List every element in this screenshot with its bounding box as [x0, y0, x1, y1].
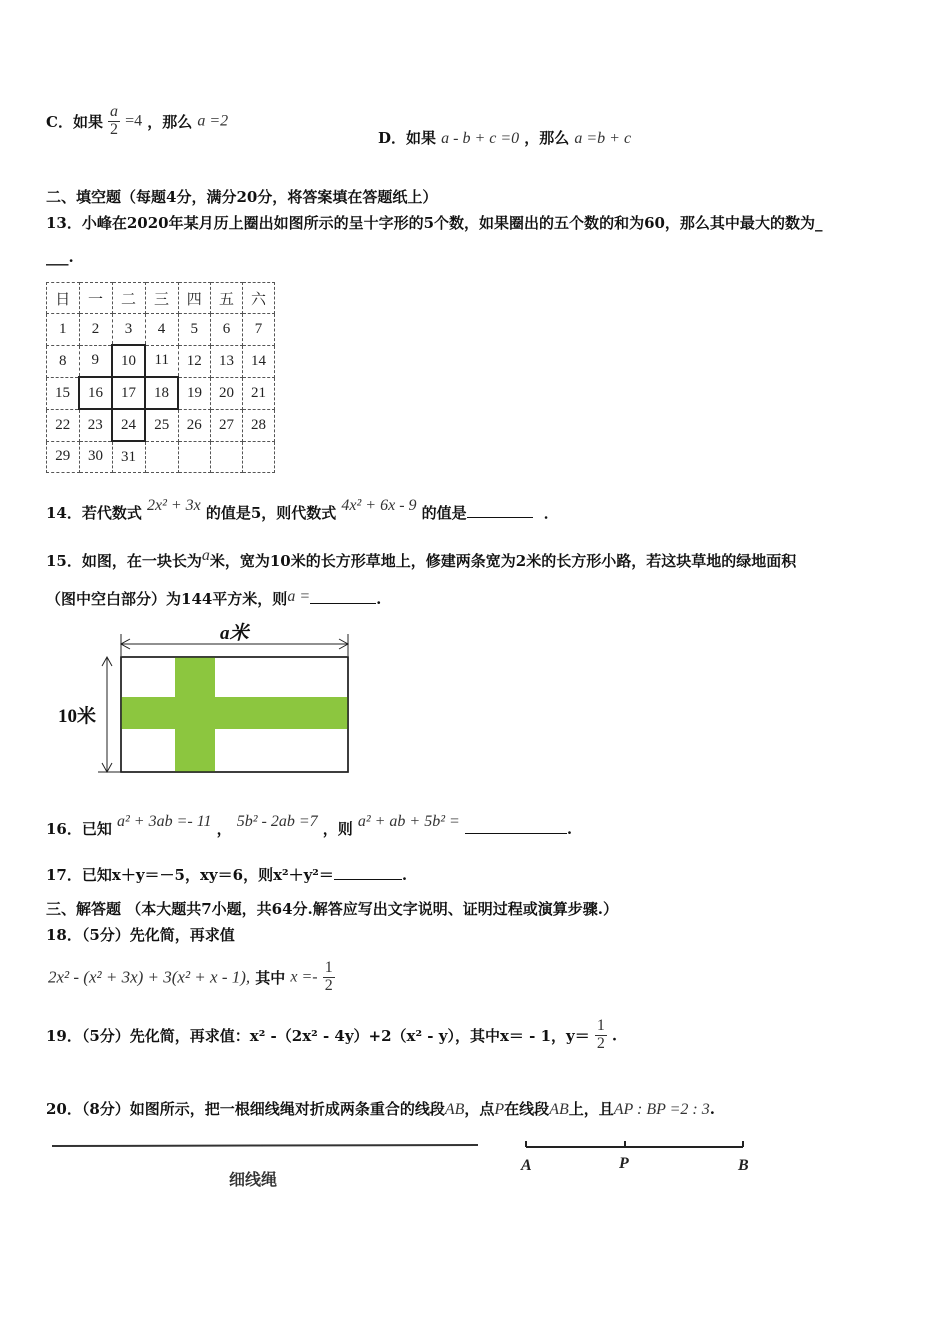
calendar-cell: 15 [47, 377, 80, 409]
calendar-row [47, 345, 275, 377]
point-a-label: A [521, 1157, 532, 1174]
calendar-header-cell: 三 [145, 283, 178, 314]
q15-end: . [376, 590, 382, 608]
calendar-cell-circled: 10 [112, 345, 145, 377]
calendar-cell: 4 [145, 314, 178, 346]
calendar-cell: 9 [79, 345, 112, 377]
q16-answer-blank [465, 819, 567, 834]
calendar-cell: 20 [211, 377, 243, 409]
q18-frac-num: 1 [324, 959, 333, 976]
figure15-side-label: 10米 [58, 706, 97, 727]
q20-p: P [494, 1101, 505, 1118]
q16-comma: ， [216, 820, 232, 838]
q15-line2-pre: （图中空白部分）为144平方米，则 [46, 590, 288, 608]
calendar-cell: 6 [211, 314, 243, 346]
q14-expr1: 2x² + 3x [146, 497, 201, 514]
q18-expression [48, 960, 335, 995]
q17-end: . [401, 866, 408, 884]
q14-post: 的值是 [421, 504, 467, 522]
option-d-label: D．如果 [378, 129, 437, 147]
option-c-result: a =2 [197, 112, 229, 130]
q20-mid1: ，点 [464, 1100, 495, 1118]
rope-label: 细线绳 [229, 1170, 278, 1189]
q14-pre: 14．若代数式 [46, 504, 142, 522]
calendar-row [47, 314, 275, 346]
q20-mid2: 在线段 [504, 1100, 550, 1118]
calendar-cell: 27 [211, 409, 243, 441]
q16-end: . [566, 820, 573, 838]
q19-fraction [595, 1018, 607, 1053]
q19-frac-den: 2 [596, 1034, 605, 1052]
calendar-cell: 28 [243, 409, 275, 441]
calendar-cell: 22 [47, 409, 80, 441]
calendar-cell: 5 [178, 314, 211, 346]
option-d-result: a =b + c [574, 130, 632, 147]
q15-answer-blank [310, 589, 376, 604]
q17 [46, 864, 407, 885]
q16-expr1: a² + 3ab =- 11 [116, 813, 212, 830]
point-b-label: B [738, 1157, 749, 1174]
q19-end: . [611, 1026, 618, 1045]
q15-line2 [46, 588, 381, 609]
option-c-frac-den: 2 [110, 120, 119, 138]
q13-text: 13．小峰在2020年某月历上圈出如图所示的呈十字形的5个数，如果圈出的五个数的和为60，那么其中最大的数为_ [46, 214, 823, 232]
q20-ab-1: AB [444, 1101, 465, 1118]
option-c-sep: ，那么 [147, 112, 193, 131]
option-c-eq: =4 [125, 112, 143, 130]
q13-cont: ___. [46, 248, 74, 266]
calendar-cell: 13 [211, 345, 243, 377]
q19-text: 19．（5分）先化简，再求值：x² -（2x² - 4y）+2（x² - y），其中x＝ - 1，y＝ [46, 1026, 590, 1045]
calendar-cell: 12 [178, 345, 211, 377]
q14 [46, 497, 559, 523]
calendar-cell: 29 [47, 441, 80, 473]
q20-pre: 20．（8分）如图所示，把一根细线绳对折成两条重合的线段 [46, 1100, 445, 1118]
q16-pre: 16．已知 [46, 820, 112, 838]
calendar-cell: 23 [79, 409, 112, 441]
calendar-cell-circled: 24 [112, 409, 145, 441]
option-c-fraction [108, 104, 120, 139]
calendar-cell [243, 441, 275, 473]
q17-text: 17．已知x＋y＝－5，xy＝6，则x²＋y²＝ [46, 866, 334, 884]
q16-then: ，则 [322, 820, 353, 838]
calendar-cell: 8 [47, 345, 80, 377]
calendar-table [46, 282, 275, 473]
calendar-cell: 30 [79, 441, 112, 473]
figure15-top-label: a米 [220, 623, 249, 644]
q15-line1-pre: 15．如图，在一块长为 [46, 552, 202, 570]
q15-var-a: a [201, 547, 210, 564]
calendar-cell: 26 [178, 409, 211, 441]
q20 [46, 1098, 715, 1119]
calendar-header-cell: 六 [243, 283, 275, 314]
option-d [378, 127, 631, 148]
calendar-cell: 2 [79, 314, 112, 346]
calendar-cell [178, 441, 211, 473]
option-c [46, 104, 228, 139]
option-d-expr: a - b + c =0 [441, 130, 520, 147]
calendar-header-cell: 一 [79, 283, 112, 314]
q14-end: ． [543, 504, 559, 522]
q14-expr2: 4x² + 6x - 9 [341, 497, 417, 514]
q18-fraction [323, 960, 335, 995]
calendar-header-cell: 四 [178, 283, 211, 314]
calendar-cell-circled: 16 [79, 377, 112, 409]
q18-expr: 2x² - (x² + 3x) + 3(x² + x - 1), [48, 967, 251, 987]
calendar-cell [211, 441, 243, 473]
rope-line [52, 1145, 478, 1146]
q20-figure [46, 1132, 806, 1192]
q15-line1-post: 米，宽为10米的长方形草地上，修建两条宽为2米的长方形小路，若这块草地的绿地面积 [209, 552, 797, 570]
section3-heading: 三、解答题 （本大题共7小题，共64分.解答应写出文字说明、证明过程或演算步骤.） [46, 900, 618, 918]
q16 [46, 813, 573, 839]
q19 [46, 1018, 617, 1053]
calendar-cell: 14 [243, 345, 275, 377]
calendar-row [47, 377, 275, 409]
calendar-cell: 11 [145, 345, 178, 377]
q19-frac-num: 1 [596, 1017, 605, 1034]
option-c-label: C．如果 [46, 112, 103, 131]
calendar-cell: 3 [112, 314, 145, 346]
calendar-header-cell: 五 [211, 283, 243, 314]
q16-expr3: a² + ab + 5b² = [357, 813, 460, 830]
q20-ab-2: AB [549, 1101, 569, 1118]
calendar-header-row [47, 283, 275, 314]
calendar-cell: 7 [243, 314, 275, 346]
calendar-cell: 21 [243, 377, 275, 409]
calendar-cell: 1 [47, 314, 80, 346]
q15-line1 [46, 547, 797, 571]
calendar-cell: 31 [112, 441, 145, 473]
q14-mid: 的值是5，则代数式 [205, 504, 337, 522]
option-d-sep: ，那么 [524, 129, 570, 147]
q17-answer-blank [334, 865, 402, 880]
calendar-cell: 17 [112, 377, 145, 409]
q18-frac-den: 2 [324, 976, 333, 994]
q18-title: 18．（5分）先化简，再求值 [46, 926, 235, 944]
q20-ratio: AP : BP =2 : 3 [613, 1101, 710, 1118]
calendar-header-cell: 二 [112, 283, 145, 314]
q14-answer-blank [467, 503, 533, 518]
calendar-cell-circled: 18 [145, 377, 178, 409]
q18-where: 其中 [255, 968, 286, 987]
calendar-row [47, 441, 275, 473]
q20-mid3: 上，且 [568, 1100, 614, 1118]
option-c-frac-num: a [110, 103, 119, 120]
q16-expr2: 5b² - 2ab =7 [236, 813, 318, 830]
q18-x-eq: x =- [290, 968, 318, 986]
calendar-cell: 19 [178, 377, 211, 409]
calendar-cell: 25 [145, 409, 178, 441]
calendar-row [47, 409, 275, 441]
q20-end: . [709, 1100, 715, 1118]
q15-var-a-eq: a = [287, 588, 311, 605]
q15-figure [50, 622, 370, 782]
point-p-label: P [619, 1155, 629, 1172]
horizontal-road [121, 697, 348, 729]
calendar-header-cell: 日 [47, 283, 80, 314]
calendar-cell [145, 441, 178, 473]
section2-heading: 二、填空题（每题4分，满分20分，将答案填在答题纸上） [46, 188, 438, 206]
